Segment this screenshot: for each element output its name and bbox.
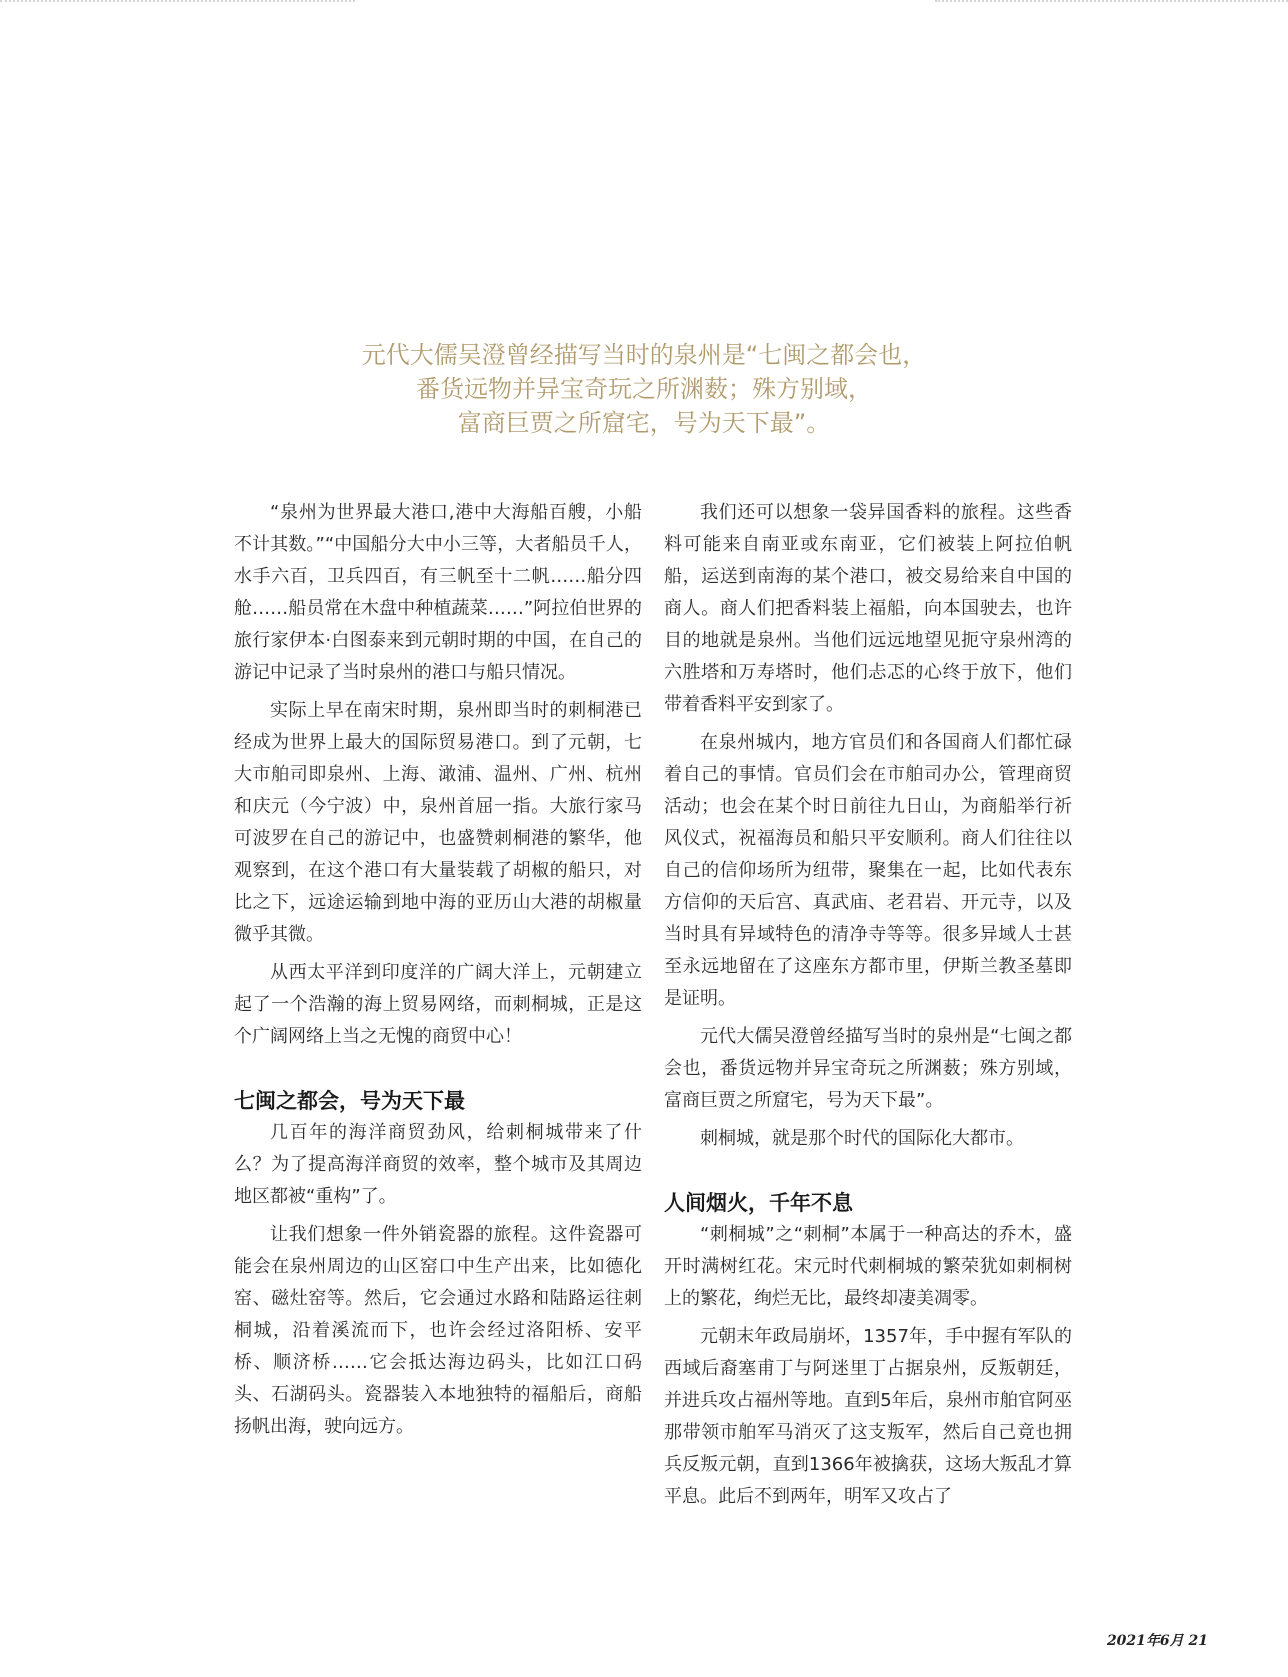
body-paragraph: “刺桐城”之“刺桐”本属于一种高达的乔木，盛开时满树红花。宋元时代刺桐城的繁荣犹如刺桐树上的繁花，绚烂无比，最终却凄美凋零。 [664,1224,1072,1309]
body-paragraph: 从西太平洋到印度洋的广阔大洋上，元朝建立起了一个浩瀚的海上贸易网络，而刺桐城，正是这个广阔网络上当之无愧的商贸中心！ [234,962,642,1047]
body-paragraph: 几百年的海洋商贸劲风，给刺桐城带来了什么？为了提高海洋商贸的效率，整个城市及其周边地区都被“重构”了。 [234,1122,642,1207]
pull-quote-line: 元代大儒吴澄曾经描写当时的泉州是“七闽之都会也， [361,341,927,369]
body-paragraph: 我们还可以想象一袋异国香料的旅程。这些香料可能来自南亚或东南亚，它们被装上阿拉伯帆船，运送到南海的某个港口，被交易给来自中国的商人。商人们把香料装上福船，向本国驶去，也许目的地就是泉州。当他们远远地望见扼守泉州湾的六胜塔和万寿塔时，他们忐忑的心终于放下，他们带着香料平安到家了。 [664,502,1072,715]
section-heading: 人间烟火，千年不息 [664,1191,853,1215]
body-paragraph: 刺桐城，就是那个时代的国际化大都市。 [700,1128,1024,1149]
right-column [664,497,1072,1519]
pull-quote-line: 富商巨贾之所窟宅，号为天下最”。 [457,409,831,437]
top-rule-right [935,0,1288,2]
body-paragraph: 元朝末年政局崩坏，1357年，手中握有军队的西域后裔塞甫丁与阿迷里丁占据泉州，反叛朝廷，并进兵攻占福州等地。直到5年后，泉州市舶官阿巫那带领市舶军马消灭了这支叛军，然后自己竟也拥兵反叛元朝，直到1366年被擒获，这场大叛乱才算平息。此后不到两年，明军又攻占了 [664,1326,1072,1507]
top-rule-left [0,0,355,2]
body-paragraph: 在泉州城内，地方官员们和各国商人们都忙碌着自己的事情。官员们会在市舶司办公，管理商贸活动；也会在某个时日前往九日山，为商船举行祈风仪式，祝福海员和船只平安顺利。商人们往往以自己的信仰场所为纽带，聚集在一起，比如代表东方信仰的天后宫、真武庙、老君岩、开元寺，以及当时具有异域特色的清净寺等等。很多异域人士甚至永远地留在了这座东方都市里，伊斯兰教圣墓即是证明。 [664,732,1072,1009]
page-folio: 2021年6月 21 [1106,1633,1208,1649]
pull-quote [0,338,1288,440]
body-paragraph: 让我们想象一件外销瓷器的旅程。这件瓷器可能会在泉州周边的山区窑口中生产出来，比如德化窑、磁灶窑等。然后，它会通过水路和陆路运往刺桐城，沿着溪流而下，也许会经过洛阳桥、安平桥、顺济桥……它会抵达海边码头，比如江口码头、石湖码头。瓷器装入本地独特的福船后，商船扬帆出海，驶向远方。 [234,1224,642,1437]
left-column [234,497,642,1449]
section-heading: 七闽之都会，号为天下最 [234,1089,465,1113]
pull-quote-line: 番货远物并异宝奇玩之所渊薮；殊方别域， [416,375,872,403]
body-paragraph: “泉州为世界最大港口,港中大海船百艘，小船不计其数。”“中国船分大中小三等，大者船员千人，水手六百，卫兵四百，有三帆至十二帆……船分四舱……船员常在木盘中种植蔬菜……”阿拉伯世界的旅行家伊本·白图泰来到元朝时期的中国，在自己的游记中记录了当时泉州的港口与船只情况。 [234,502,642,683]
body-paragraph: 实际上早在南宋时期，泉州即当时的刺桐港已经成为世界上最大的国际贸易港口。到了元朝，七大市舶司即泉州、上海、澉浦、温州、广州、杭州和庆元（今宁波）中，泉州首屈一指。大旅行家马可波罗在自己的游记中，也盛赞刺桐港的繁华，他观察到，在这个港口有大量装载了胡椒的船只，对比之下，远途运输到地中海的亚历山大港的胡椒量微乎其微。 [234,700,642,945]
body-paragraph: 元代大儒吴澄曾经描写当时的泉州是“七闽之都会也，番货远物并异宝奇玩之所渊薮；殊方别域，富商巨贾之所窟宅，号为天下最”。 [664,1026,1072,1111]
